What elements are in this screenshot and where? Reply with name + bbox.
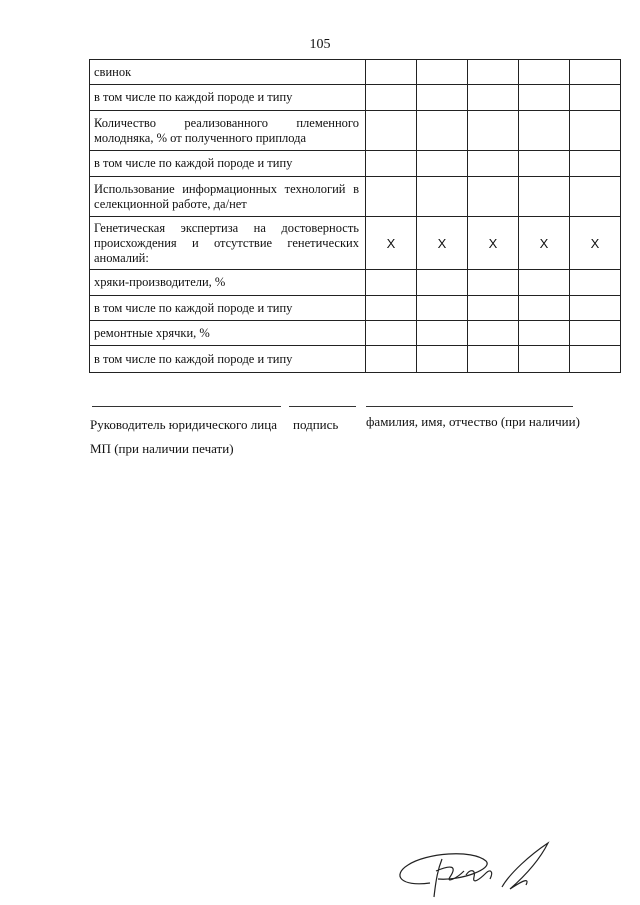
- value-cell: [570, 151, 621, 177]
- value-cell: [366, 177, 417, 217]
- signature-line: [289, 406, 356, 407]
- value-cell: [519, 85, 570, 111]
- stamp-label: МП (при наличии печати): [90, 441, 234, 456]
- value-cell: X: [570, 217, 621, 270]
- value-cell: [366, 321, 417, 346]
- value-cell: [519, 346, 570, 373]
- value-cell: [417, 346, 468, 373]
- row-label: Количество реализованного племенного молодняка, % от полученного приплода: [90, 111, 366, 151]
- head-signature-line: [92, 406, 281, 407]
- value-cell: [366, 151, 417, 177]
- value-cell: [417, 270, 468, 296]
- page-number: 105: [309, 37, 331, 52]
- row-label: в том числе по каждой породе и типу: [90, 151, 366, 177]
- value-cell: [366, 60, 417, 85]
- row-label: ремонтные хрячки, %: [90, 321, 366, 346]
- value-cell: [468, 321, 519, 346]
- value-cell: [519, 321, 570, 346]
- row-label: Использование информационных технологий в селекционной работе, да/нет: [90, 177, 366, 217]
- value-cell: [570, 346, 621, 373]
- row-label: в том числе по каждой породе и типу: [90, 346, 366, 373]
- value-cell: [519, 60, 570, 85]
- value-cell: [570, 177, 621, 217]
- row-label: в том числе по каждой породе и типу: [90, 296, 366, 321]
- name-signature-line: [366, 406, 573, 407]
- value-cell: [417, 85, 468, 111]
- value-cell: [570, 296, 621, 321]
- value-cell: [570, 85, 621, 111]
- value-cell: [417, 111, 468, 151]
- row-label: в том числе по каждой породе и типу: [90, 85, 366, 111]
- value-cell: [468, 60, 519, 85]
- value-cell: [468, 111, 519, 151]
- value-cell: [417, 60, 468, 85]
- row-label: свинок: [90, 60, 366, 85]
- value-cell: [519, 296, 570, 321]
- value-cell: [468, 177, 519, 217]
- table-row: [90, 151, 621, 177]
- value-cell: [468, 85, 519, 111]
- table-row: [90, 217, 621, 270]
- value-cell: [417, 321, 468, 346]
- value-cell: [570, 321, 621, 346]
- table-row: [90, 296, 621, 321]
- value-cell: [417, 177, 468, 217]
- value-cell: [366, 85, 417, 111]
- value-cell: [468, 296, 519, 321]
- table-row: [90, 111, 621, 151]
- indicators-table: [89, 59, 621, 373]
- value-cell: [468, 346, 519, 373]
- table-row: [90, 60, 621, 85]
- value-cell: [570, 270, 621, 296]
- value-cell: [519, 177, 570, 217]
- handwritten-signature: [390, 835, 570, 905]
- table-row: [90, 270, 621, 296]
- value-cell: [366, 346, 417, 373]
- value-cell: [366, 296, 417, 321]
- head-label: Руководитель юридического лица: [90, 417, 277, 432]
- value-cell: [417, 296, 468, 321]
- value-cell: [468, 270, 519, 296]
- value-cell: [366, 111, 417, 151]
- value-cell: X: [468, 217, 519, 270]
- row-label: хряки-производители, %: [90, 270, 366, 296]
- value-cell: X: [366, 217, 417, 270]
- value-cell: [519, 270, 570, 296]
- value-cell: [519, 151, 570, 177]
- name-label: фамилия, имя, отчество (при наличии): [366, 414, 580, 429]
- table-row: [90, 177, 621, 217]
- row-label: Генетическая экспертиза на достоверность происхождения и отсутствие генетических аномалий:: [90, 217, 366, 270]
- signature-label: подпись: [293, 417, 339, 432]
- value-cell: [570, 111, 621, 151]
- value-cell: [366, 270, 417, 296]
- table-row: [90, 321, 621, 346]
- value-cell: [519, 111, 570, 151]
- value-cell: [417, 151, 468, 177]
- value-cell: [468, 151, 519, 177]
- value-cell: X: [417, 217, 468, 270]
- value-cell: X: [519, 217, 570, 270]
- table-row: [90, 346, 621, 373]
- table-row: [90, 85, 621, 111]
- value-cell: [570, 60, 621, 85]
